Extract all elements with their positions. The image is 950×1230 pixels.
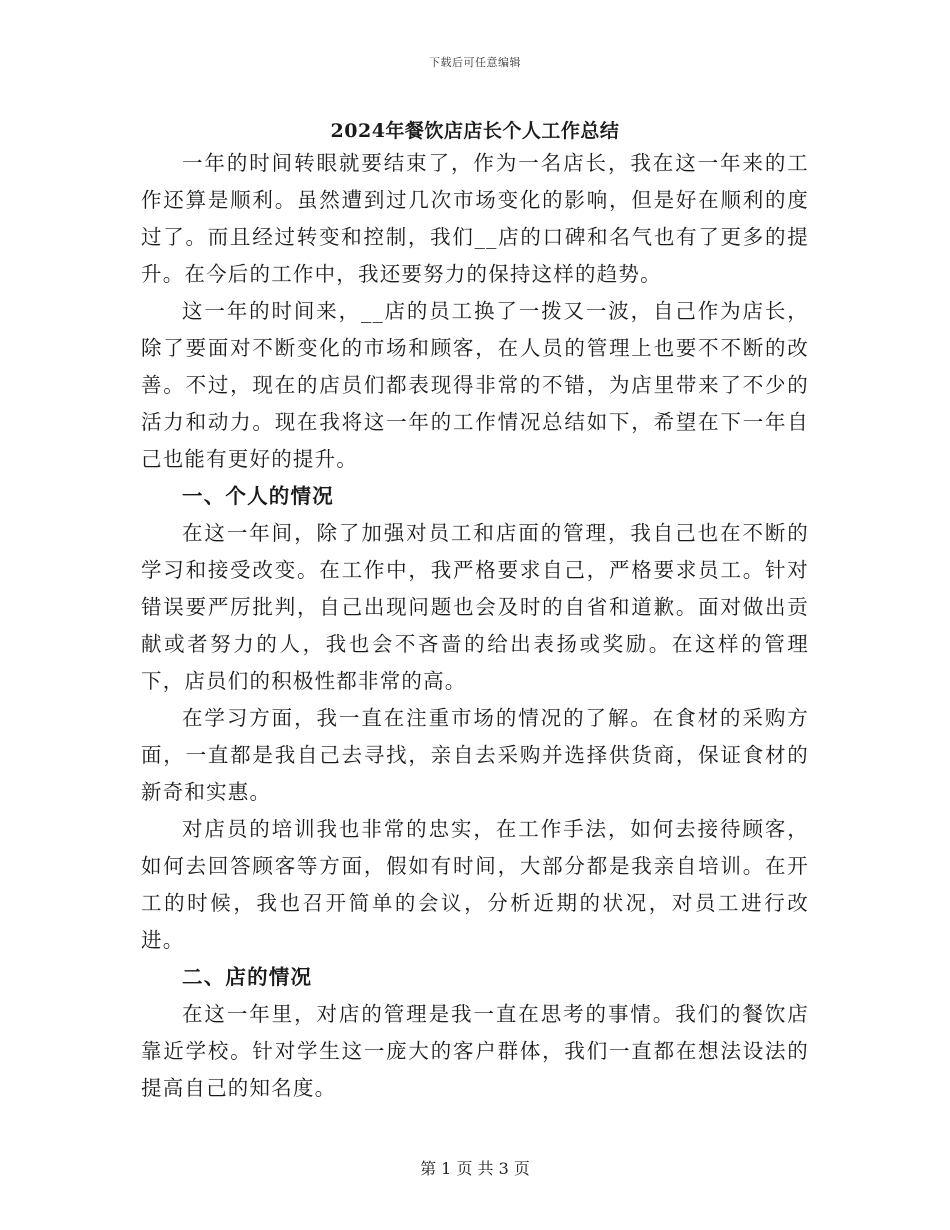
paragraph-intro: 一年的时间转眼就要结束了，作为一名店长，我在这一年来的工作还算是顺利。虽然遭到过几次市场变化的影响，但是好在顺利的度过了。而且经过转变和控制，我们__店的口碑和名气也有了更多的提升。在今后的工作中，我还要努力的保持这样的趋势。 [141, 151, 809, 286]
document-body [141, 145, 809, 1107]
paragraph-staff-overview: 这一年的时间来，__店的员工换了一拨又一波，自己作为店长，除了要面对不断变化的市场和顾客，在人员的管理上也要不不断的改善。不过，现在的店员们都表现得非常的不错，为店里带来了不少的活力和动力。现在我将这一年的工作情况总结如下，希望在下一年自己也能有更好的提升。 [141, 299, 809, 471]
paragraph-training: 对店员的培训我也非常的忠实，在工作手法，如何去接待顾客，如何去回答顾客等方面，假如有时间，大部分都是我亲自培训。在开工的时候，我也召开简单的会议，分析近期的状况，对员工进行改进。 [141, 817, 809, 952]
section-heading-store: 二、店的情况 [182, 965, 313, 989]
page-footer: 第 1 页 共 3 页 [420, 1159, 530, 1178]
paragraph-learning: 在学习方面，我一直在注重市场的情况的了解。在食材的采购方面，一直都是我自己去寻找，亲自去采购并选择供货商，保证食材的新奇和实惠。 [141, 706, 809, 804]
header-note: 下载后可任意编辑 [429, 56, 521, 69]
paragraph-personal-management: 在这一年间，除了加强对员工和店面的管理，我自己也在不断的学习和接受改变。在工作中，我严格要求自己，严格要求员工。针对错误要严厉批判，自己出现问题也会及时的自省和道歉。面对做出贡献或者努力的人，我也会不吝啬的给出表扬或奖励。在这样的管理下，店员们的积极性都非常的高。 [141, 521, 809, 693]
section-heading-personal: 一、个人的情况 [182, 484, 334, 508]
document-title: 2024年餐饮店店长个人工作总结 [330, 120, 620, 142]
paragraph-store-management: 在这一年里，对店的管理是我一直在思考的事情。我们的餐饮店靠近学校。针对学生这一庞大的客户群体，我们一直都在想法设法的提高自己的知名度。 [141, 1002, 809, 1100]
